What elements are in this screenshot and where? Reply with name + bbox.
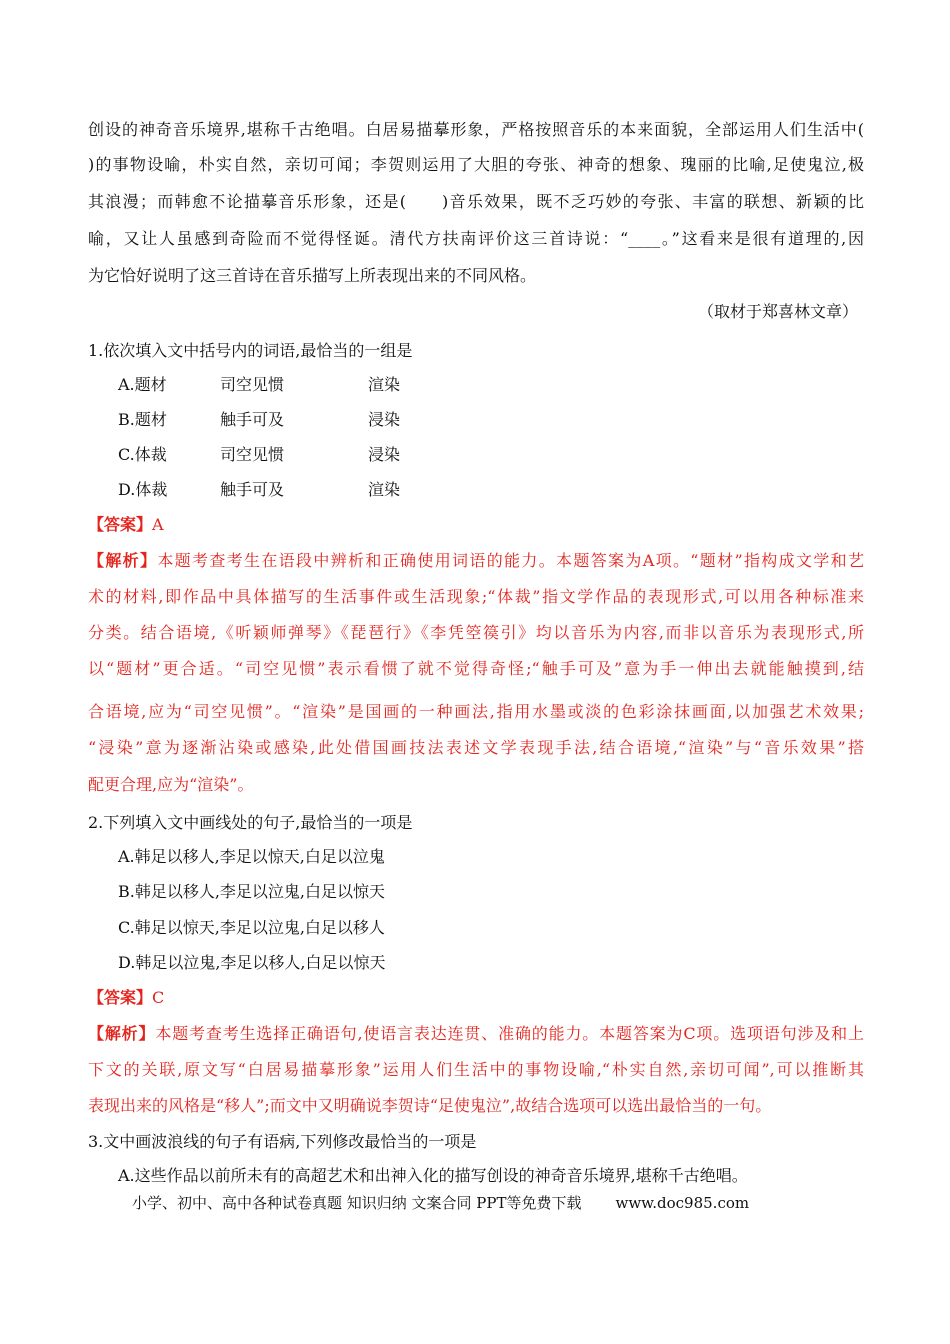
option-word: 司空见惯: [220, 445, 285, 464]
analysis-tag: 【解析】: [88, 1024, 156, 1043]
answer-tag: 【答案】: [88, 515, 153, 534]
q1-option-a: [118, 375, 400, 395]
q2-analysis-line: 表现出来的风格是“移人”;而文中又明确说李贺诗“足使鬼泣”,故结合选项可以选出最恰当的一句。: [88, 1096, 772, 1115]
option-word: 浸染: [368, 410, 401, 429]
answer-tag: 【答案】: [88, 988, 153, 1007]
option-word: 渲染: [368, 480, 401, 499]
question-1-stem: 1.依次填入文中括号内的词语,最恰当的一组是: [88, 341, 413, 360]
option-word: 触手可及: [220, 410, 285, 429]
option-letter: C.体裁: [118, 445, 167, 464]
option-letter: D.体裁: [118, 480, 168, 499]
q2-answer: [88, 988, 164, 1008]
analysis-text: 本题考查考生选择正确语句,使语言表达连贯、准确的能力。本题答案为C项。选项语句涉及和上: [155, 1024, 864, 1043]
passage-line: 喻，又让人虽感到奇险而不觉得怪诞。清代方扶南评价这三首诗说：“____。”这看来是很有道理的,因: [88, 229, 864, 248]
q3-option-a: A.这些作品以前所未有的高超艺术和出神入化的描写创设的神奇音乐境界,堪称千古绝唱。: [118, 1166, 748, 1185]
q2-option-d: D.韩足以泣鬼,李足以移人,白足以惊天: [118, 953, 386, 972]
q1-option-d: [118, 480, 400, 500]
passage-source: （取材于郑喜林文章）: [697, 302, 858, 321]
q1-analysis-line: 术的材料,即作品中具体描写的生活事件或生活现象;“体裁”指文学作品的表现形式,可以用各种标准来: [88, 587, 864, 606]
passage-line: )的事物设喻，朴实自然，亲切可闻；李贺则运用了大胆的夸张、神奇的想象、瑰丽的比喻,足使鬼泣,极: [88, 155, 864, 174]
option-letter: B.题材: [118, 410, 167, 429]
q1-analysis-line: [88, 551, 864, 571]
q1-answer: [88, 515, 164, 535]
analysis-tag: 【解析】: [88, 551, 158, 570]
q2-option-b: B.韩足以移人,李足以泣鬼,白足以惊天: [118, 882, 386, 901]
q2-option-a: A.韩足以移人,李足以惊天,白足以泣鬼: [118, 847, 385, 866]
q1-option-b: [118, 410, 400, 430]
option-word: 渲染: [368, 375, 401, 394]
footer-text: 小学、初中、高中各种试卷真题 知识归纳 文案合同 PPT等免费下载: [132, 1194, 582, 1212]
q1-analysis-line: “浸染”意为逐渐沾染或感染,此处借国画技法表述文学表现手法,结合语境,“渲染”与“音乐效果”搭: [88, 738, 864, 757]
q1-analysis-line: 合语境,应为“司空见惯”。“渲染”是国画的一种画法,指用水墨或淡的色彩涂抹画面,以加强艺术效果;: [88, 702, 864, 721]
q1-option-c: [118, 445, 400, 465]
option-word: 触手可及: [220, 480, 285, 499]
page-footer: [132, 1193, 749, 1213]
passage-line: 其浪漫；而韩愈不论描摹音乐形象，还是( )音乐效果，既不乏巧妙的夸张、丰富的联想、新颖的比: [88, 192, 864, 211]
option-word: 司空见惯: [220, 375, 285, 394]
footer-site-link[interactable]: www.doc985.com: [615, 1194, 750, 1212]
answer-value: A: [152, 515, 164, 534]
option-word: 浸染: [368, 445, 401, 464]
q1-analysis-line: 分类。结合语境,《听颖师弹琴》《琵琶行》《李凭箜篌引》均以音乐为内容,而非以音乐为表现形式,所: [88, 623, 864, 642]
question-2-stem: 2.下列填入文中画线处的句子,最恰当的一项是: [88, 813, 413, 832]
q2-analysis-line: [88, 1024, 864, 1044]
passage-line: 为它恰好说明了这三首诗在音乐描写上所表现出来的不同风格。: [88, 266, 537, 285]
question-3-stem: 3.文中画波浪线的句子有语病,下列修改最恰当的一项是: [88, 1132, 477, 1151]
q2-analysis-line: 下文的关联,原文写“白居易描摹形象”运用人们生活中的事物设喻,“朴实自然,亲切可闻”,可以推断其: [88, 1060, 864, 1079]
q1-analysis-line: 以“题材”更合适。“司空见惯”表示看惯了就不觉得奇怪;“触手可及”意为手一伸出去就能触摸到,结: [88, 659, 864, 678]
option-letter: A.题材: [118, 375, 167, 394]
q1-analysis-line: 配更合理,应为“渲染”。: [88, 775, 254, 794]
analysis-text: 本题考查考生在语段中辨析和正确使用词语的能力。本题答案为A项。“题材”指构成文学和艺: [157, 551, 864, 570]
passage-line: 创设的神奇音乐境界,堪称千古绝唱。白居易描摹形象，严格按照音乐的本来面貌，全部运用人们生活中(: [88, 120, 864, 139]
q2-option-c: C.韩足以惊天,李足以泣鬼,白足以移人: [118, 918, 385, 937]
answer-value: C: [152, 988, 165, 1007]
